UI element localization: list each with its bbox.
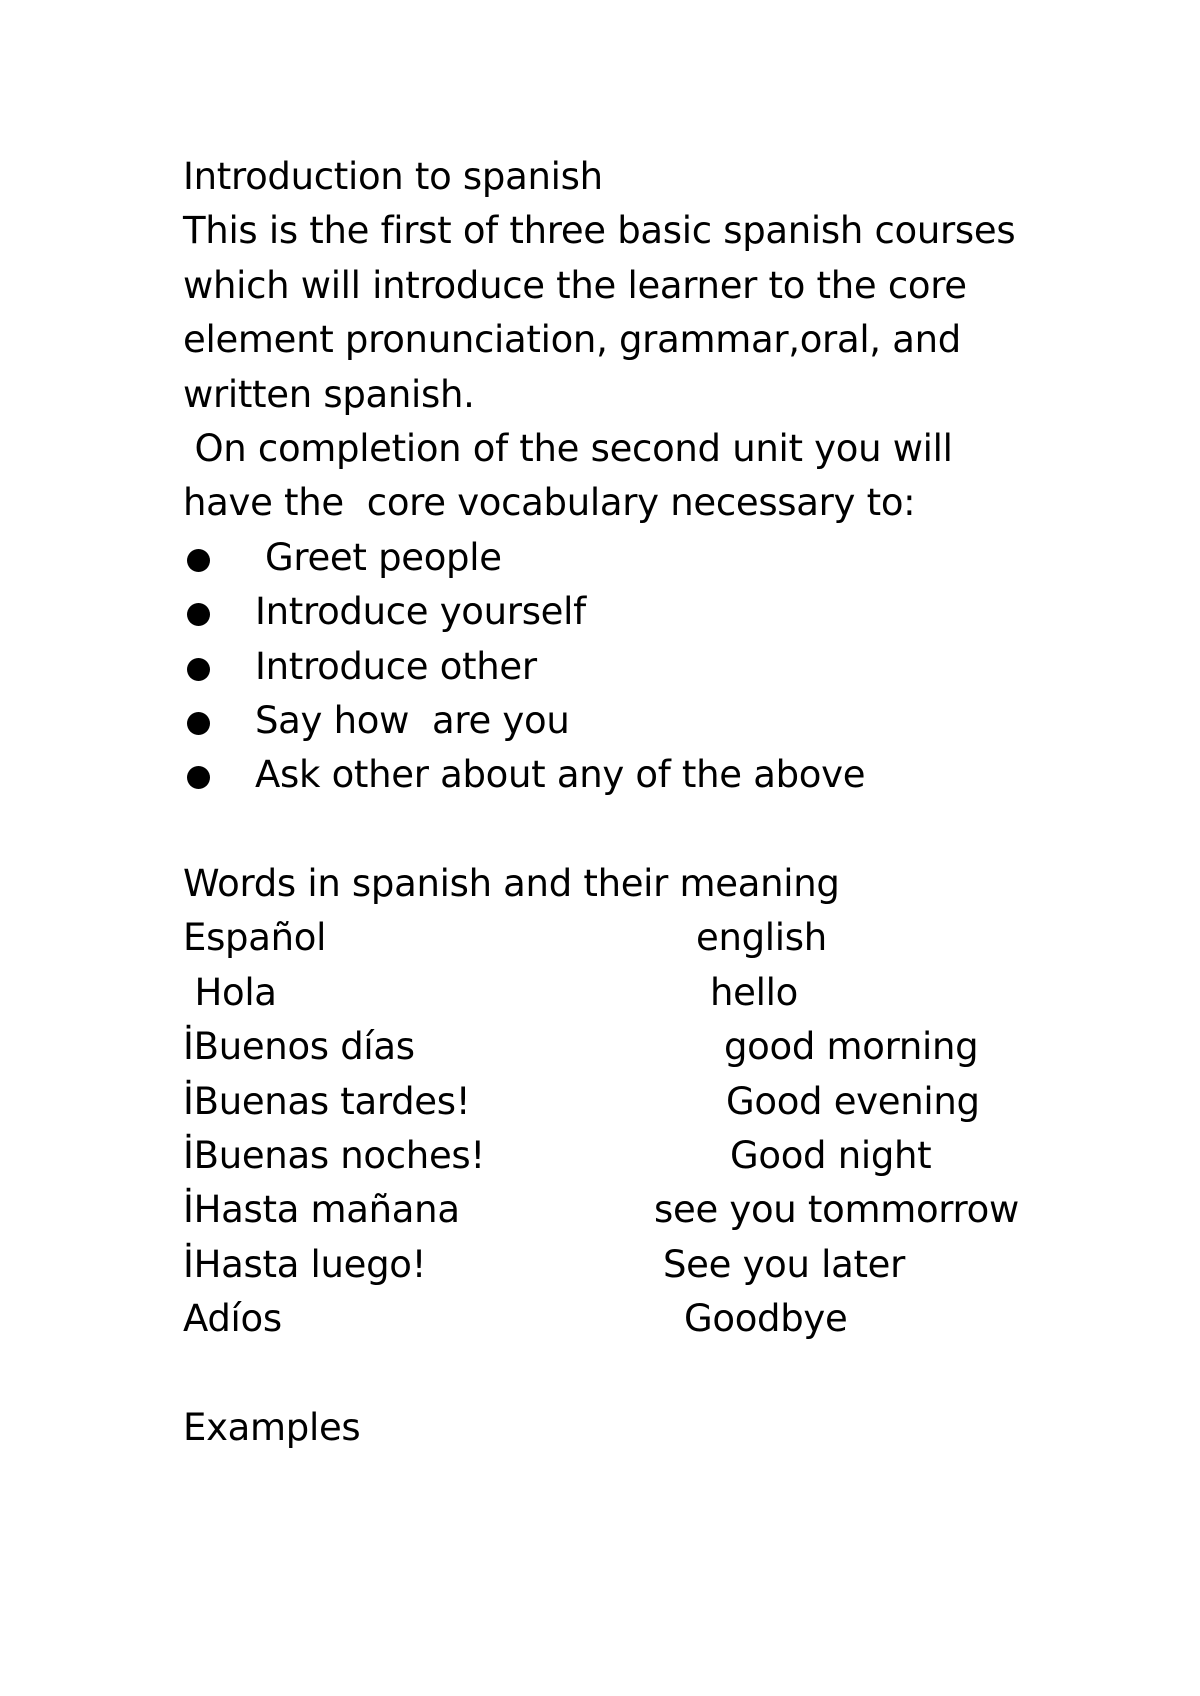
vocab-row bbox=[183, 1292, 1063, 1346]
bullet-icon bbox=[187, 766, 210, 789]
bullet-icon bbox=[187, 658, 210, 681]
vocab-english: english bbox=[696, 916, 827, 960]
list-item-text: Say how are you bbox=[255, 698, 570, 742]
intro-line: which will introduce the learner to the core bbox=[183, 263, 967, 307]
vocab-spanish: İBuenos días bbox=[183, 1025, 415, 1069]
vocab-spanish: Español bbox=[183, 916, 327, 960]
list-item bbox=[183, 748, 1063, 802]
bullet-icon bbox=[187, 712, 210, 735]
bullet-icon bbox=[187, 603, 210, 626]
examples-heading: Examples bbox=[183, 1405, 361, 1449]
list-item bbox=[183, 531, 1063, 585]
vocab-row bbox=[183, 1075, 1063, 1129]
vocab-row bbox=[183, 1129, 1063, 1183]
vocab-row bbox=[183, 911, 1063, 965]
document-body bbox=[183, 150, 1063, 1455]
vocab-heading: Words in spanish and their meaning bbox=[183, 862, 840, 906]
vocab-english: See you later bbox=[663, 1242, 906, 1286]
vocab-row bbox=[183, 1183, 1063, 1237]
list-item bbox=[183, 694, 1063, 748]
list-item-text: Ask other about any of the above bbox=[255, 753, 866, 797]
list-item bbox=[183, 585, 1063, 639]
vocab-english: hello bbox=[710, 970, 798, 1014]
vocab-english: Good night bbox=[730, 1134, 932, 1178]
vocab-spanish: İHasta luego! bbox=[183, 1242, 427, 1286]
completion-line: have the core vocabulary necessary to: bbox=[183, 481, 916, 525]
list-item bbox=[183, 640, 1063, 694]
paragraph-gap bbox=[183, 803, 1063, 857]
vocab-row bbox=[183, 966, 1063, 1020]
vocab-row bbox=[183, 1020, 1063, 1074]
vocab-english: Goodbye bbox=[684, 1297, 848, 1341]
vocab-spanish: Hola bbox=[183, 970, 277, 1014]
list-item-text: Introduce yourself bbox=[255, 590, 586, 634]
vocab-english: good morning bbox=[724, 1025, 979, 1069]
vocab-spanish: İBuenas noches! bbox=[183, 1134, 485, 1178]
vocab-row bbox=[183, 1238, 1063, 1292]
list-item-text: Introduce other bbox=[255, 644, 537, 688]
vocab-spanish: İBuenas tardes! bbox=[183, 1079, 471, 1123]
intro-line: This is the first of three basic spanish courses bbox=[183, 209, 1016, 253]
vocab-spanish: İHasta mañana bbox=[183, 1188, 460, 1232]
vocab-spanish: Adíos bbox=[183, 1297, 282, 1341]
intro-line: element pronunciation, grammar,oral, and bbox=[183, 318, 961, 362]
vocab-english: see you tommorrow bbox=[654, 1188, 1019, 1232]
list-item-text: Greet people bbox=[265, 535, 502, 579]
bullet-icon bbox=[187, 549, 210, 572]
paragraph-gap bbox=[183, 1347, 1063, 1401]
document-title: Introduction to spanish bbox=[183, 155, 603, 198]
objectives-list bbox=[183, 531, 1063, 803]
intro-line: written spanish. bbox=[183, 372, 475, 416]
completion-line: On completion of the second unit you will bbox=[183, 426, 953, 470]
vocab-english: Good evening bbox=[726, 1079, 980, 1123]
